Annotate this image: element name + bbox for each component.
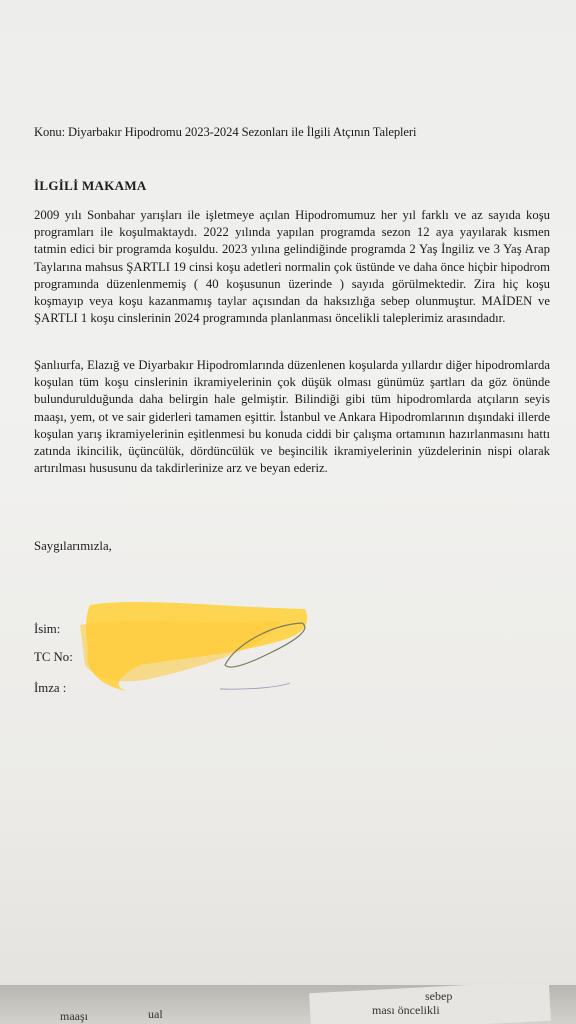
tc-number-label: TC No:: [34, 650, 73, 664]
background-text-fragment: maaşı: [60, 1009, 88, 1023]
background-sheet: [0, 985, 576, 1024]
background-text-fragment: ması öncelikli: [372, 1003, 440, 1017]
highlight-marker-stroke-2: [80, 621, 280, 681]
body-paragraph-1: 2009 yılı Sonbahar yarışları ile işletmeye açılan Hipodromumuz her yıl farklı ve az sayıda koşu programları ile koşulmaktaydı. 2022 yılında yapılan programda sezon 12 aya yayılarak kısmen tatmin edici bir programda koşuldu. 2023 yılına gelindiğinde programda 2 Yaş İngiliz ve 3 Yaş Arap Taylarına mahsus ŞARTLI 19 cinsi koşu adetleri normalin çok üstünde ve daha önce hiçbir hipodrom programında düzenlenmemiş ( 40 koşusunun üzerinde ) sayıda görülmektedir. Zira hiç koşu koşmayıp veya koşu kazanmamış taylar açısından da haksızlığa sebep olunmuştur. MAİDEN ve ŞARTLI 1 koşu cinslerinin 2024 programında planlanması öncelikli taleplerimiz arasındadır.: [34, 208, 550, 326]
addressee-heading: İLGİLİ MAKAMA: [34, 178, 147, 193]
redaction-highlight: [80, 595, 315, 695]
closing-line: Saygılarımızla,: [34, 539, 112, 553]
background-text-fragment: ual: [148, 1007, 163, 1021]
body-paragraph-2: Şanlıurfa, Elazığ ve Diyarbakır Hipodromlarında düzenlenen koşularda yıllardır diğer hipodromlarda koşulan tüm koşu cinslerinin ikramiyelerinin çok düşük olması günümüz şartları da göz önünde bulundurulduğunda daha belirgin hale gelmiştir. Bilindiği gibi tüm hipodromlarda atçıların seyis maaşı, yem, ot ve sair giderleri tamamen eşittir. İstanbul ve Ankara Hipodromlarının dışındaki illerde koşulan yarış ikramiyelerinin eşitlenmesi bu konuda ciddi bir çalışma ortamının hazırlanmasını hattı zatında ikincilik, üçüncülük, dördüncülük ve beşincilik ikramiyelerinin yüzdelerinin nispi olarak artırılması hususunu da takdirlerinize arz ve beyan ederiz.: [34, 358, 550, 476]
signature-label: İmza :: [34, 681, 67, 695]
signature-line: [220, 683, 290, 689]
background-text-fragment: sebep: [425, 989, 453, 1003]
name-label: İsim:: [34, 622, 61, 636]
subject-line: Konu: Diyarbakır Hipodromu 2023-2024 Sezonları ile İlgili Atçının Talepleri: [34, 125, 417, 139]
